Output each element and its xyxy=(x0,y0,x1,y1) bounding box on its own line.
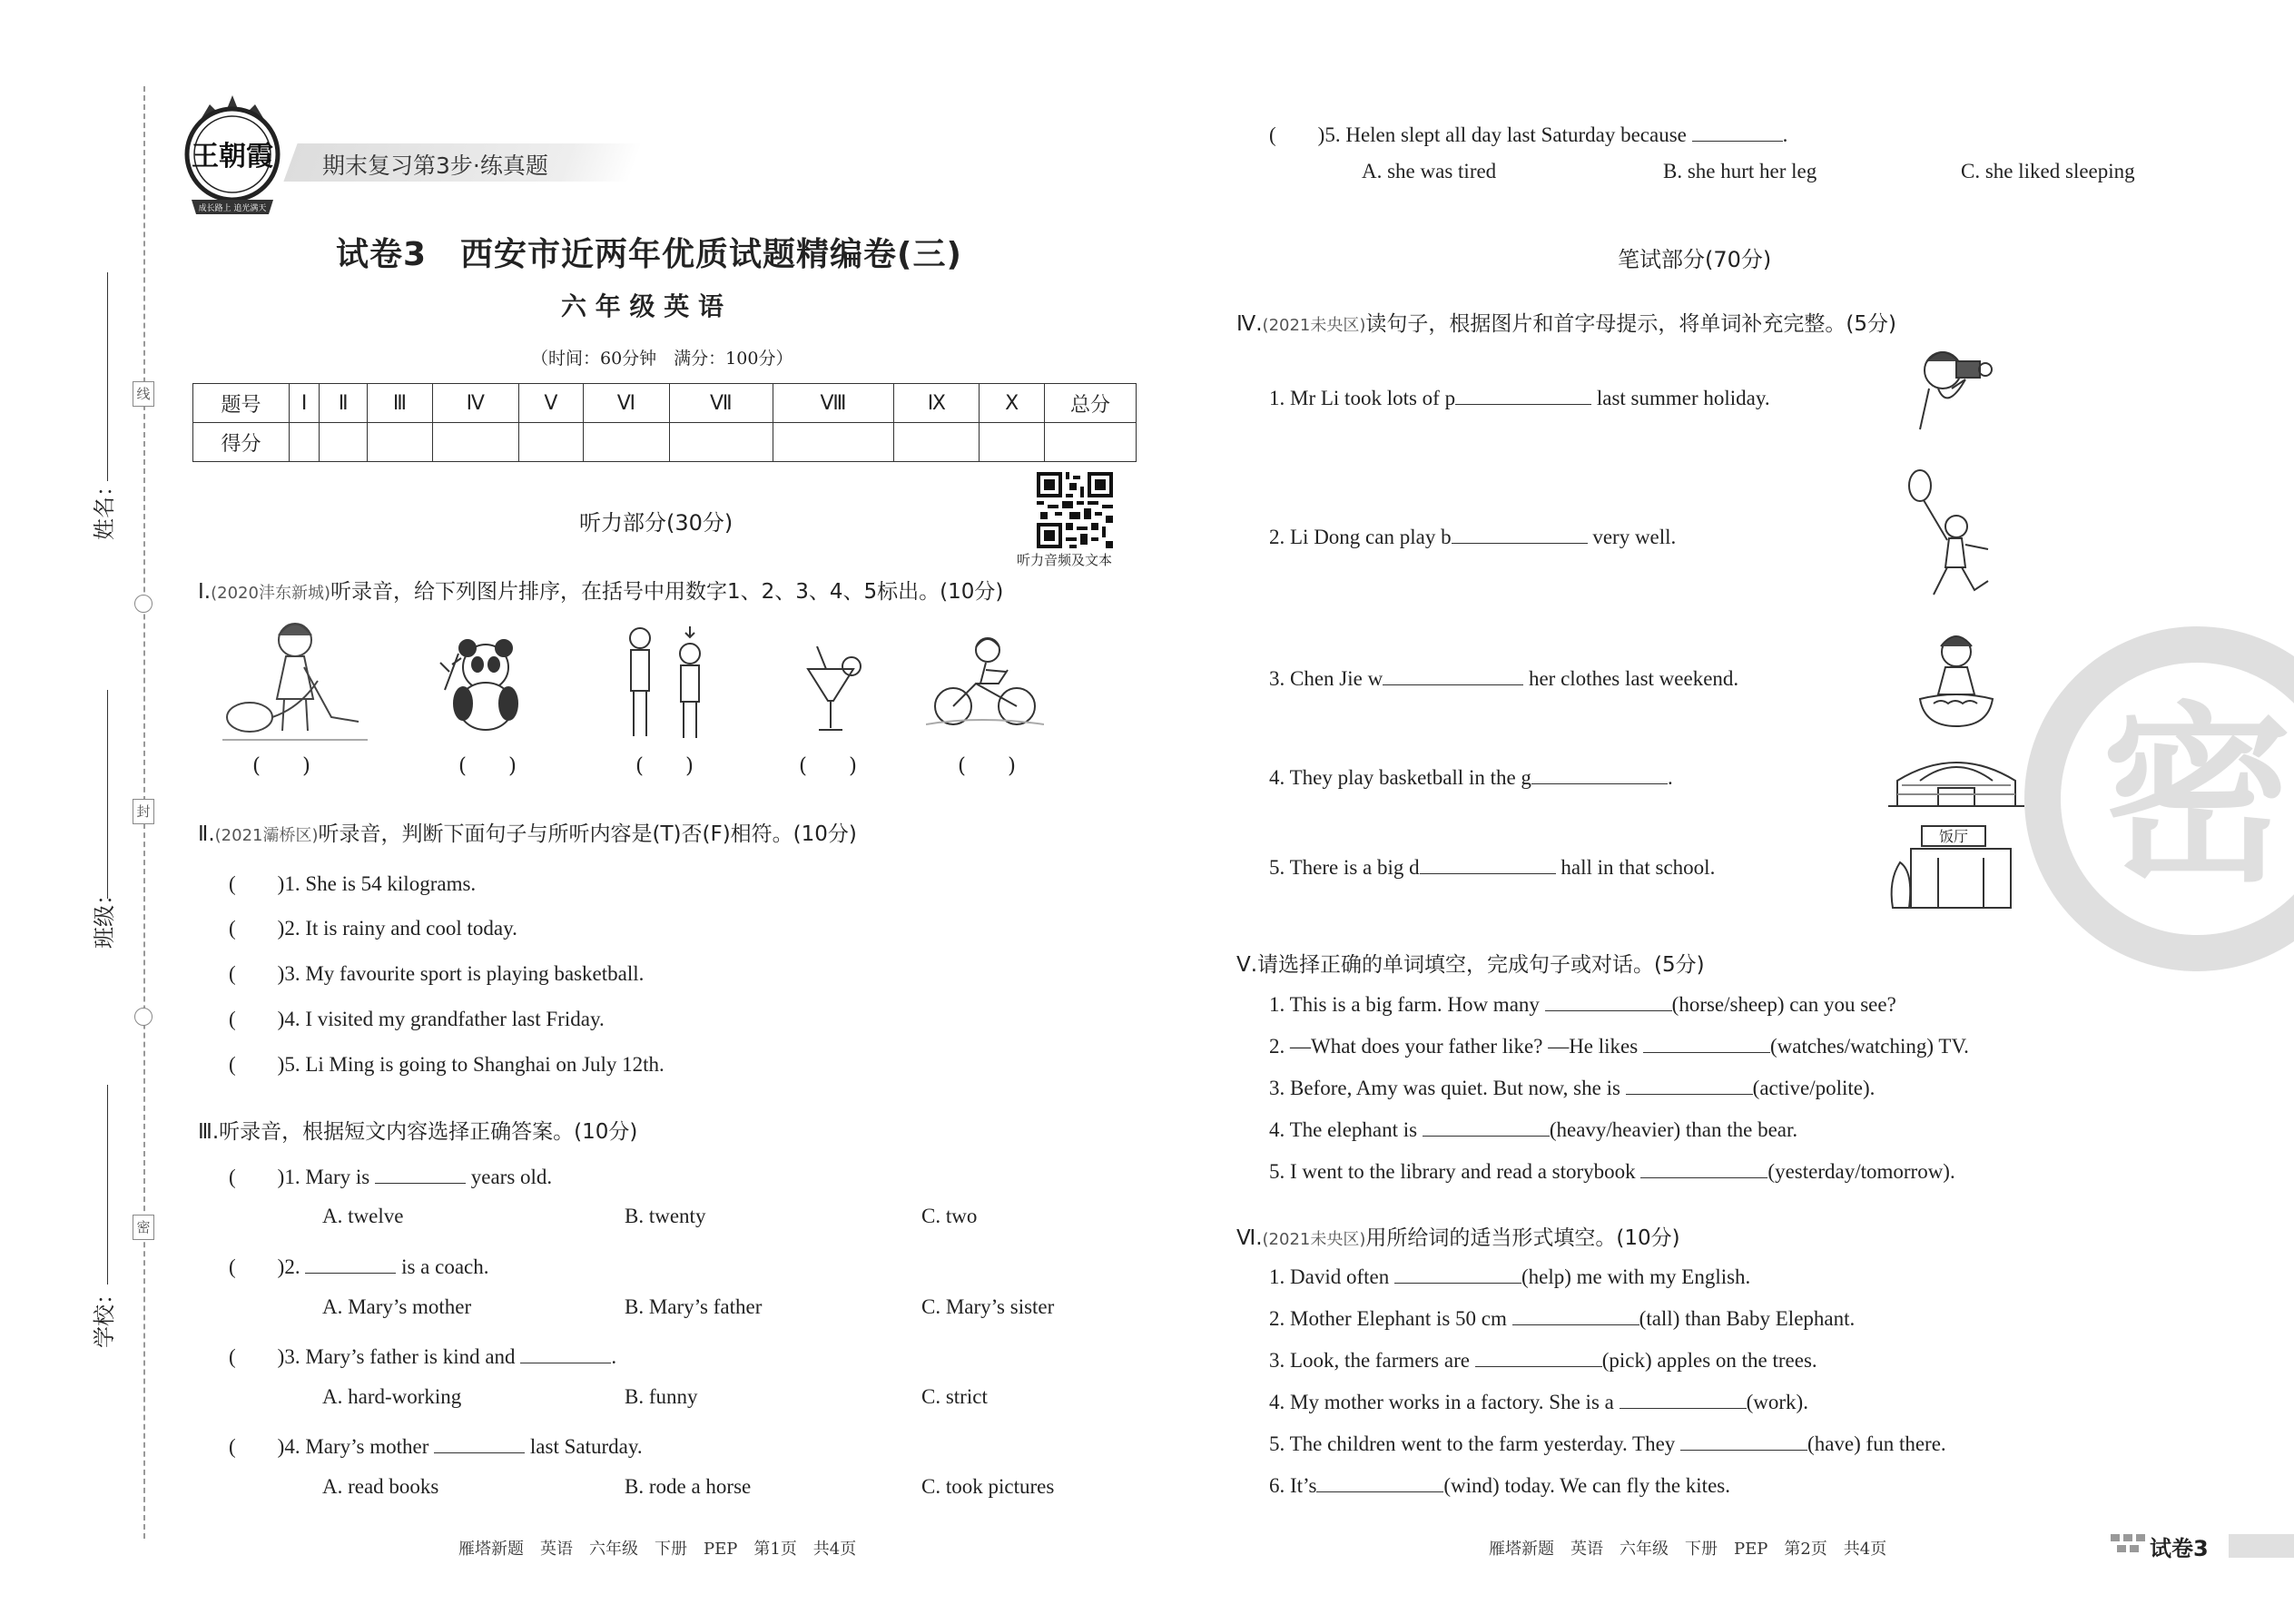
option-a: A. Mary’s mother xyxy=(322,1295,472,1318)
answer-blank[interactable] xyxy=(1394,1265,1521,1284)
list-item: 3. Before, Amy was quiet. But now, she is (active/polite). xyxy=(1269,1077,1876,1099)
list-item: ( )5. Li Ming is going to Shanghai on July 12th. xyxy=(229,1053,665,1076)
qr-caption: 听力音频及文本 xyxy=(1017,552,1113,568)
list-item: 1. Mr Li took lots of p last summer holiday. xyxy=(1269,387,1770,409)
answer-bracket[interactable]: ( ) xyxy=(229,1053,285,1076)
list-item: 2. —What does your father like? —He likes (watches/watching) TV. xyxy=(1269,1035,1969,1058)
table-cell: Ⅲ xyxy=(367,384,432,423)
answer-bracket[interactable]: ( ) xyxy=(229,1255,285,1278)
picture-panda xyxy=(436,635,536,739)
badge-bar xyxy=(2229,1534,2294,1558)
listening-heading: 听力部分(30分) xyxy=(579,510,733,536)
answer-bracket[interactable]: ( ) xyxy=(229,962,285,985)
brand-logo xyxy=(178,91,287,218)
section-instruction: 读句子，根据图片和首字母提示，将单词补充完整。(5分) xyxy=(1365,312,1896,336)
answer-bracket[interactable]: ( ) xyxy=(229,1008,285,1030)
score-input-cell[interactable] xyxy=(773,423,893,462)
option-b: B. funny xyxy=(625,1385,698,1408)
list-item: ( )3. Mary’s father is kind and . xyxy=(229,1345,617,1368)
answer-bracket[interactable]: ( ) xyxy=(229,872,285,895)
section-number: Ⅳ. xyxy=(1236,312,1263,336)
section-number: Ⅵ. xyxy=(1236,1226,1263,1250)
list-item: 4. They play basketball in the g . xyxy=(1269,766,1673,789)
table-cell: Ⅳ xyxy=(432,384,518,423)
table-cell: Ⅰ xyxy=(290,384,320,423)
option-b: B. rode a horse xyxy=(625,1475,752,1498)
answer-blank[interactable] xyxy=(1316,1473,1443,1492)
section-number: Ⅰ. xyxy=(198,580,212,604)
school-label: 学校： xyxy=(92,1283,117,1348)
list-item: 1. This is a big farm. How many (horse/sheep) can you see? xyxy=(1269,993,1896,1016)
table-cell: Ⅷ xyxy=(773,384,893,423)
list-item: 5. The children went to the farm yesterday. They (have) fun there. xyxy=(1269,1432,1946,1455)
watermark-char: 密 xyxy=(2101,685,2293,908)
qr-code-icon[interactable] xyxy=(1037,472,1113,548)
list-item: 1. David often (help) me with my English. xyxy=(1269,1265,1751,1288)
picture-boys-height xyxy=(617,625,717,746)
binding-mark-seal: 封 xyxy=(133,799,154,824)
answer-bracket[interactable]: ( ) xyxy=(229,1345,285,1368)
answer-bracket[interactable]: ( ) xyxy=(229,1435,285,1458)
option-c: C. Mary’s sister xyxy=(921,1295,1055,1318)
score-input-cell[interactable] xyxy=(584,423,670,462)
section-instruction: 用所给词的适当形式填空。(10分) xyxy=(1365,1226,1680,1250)
list-item: 2. Li Dong can play b very well. xyxy=(1269,526,1677,548)
page-title: 试卷3 西安市近两年优质试题精编卷(三) xyxy=(336,236,962,273)
brand-name: 王朝霞 xyxy=(192,141,273,172)
score-input-cell[interactable] xyxy=(367,423,432,462)
list-item: 3. Chen Jie w her clothes last weekend. xyxy=(1269,667,1739,690)
binding-hole xyxy=(134,1008,153,1026)
list-item: ( )2. It is rainy and cool today. xyxy=(229,917,517,940)
list-item: 6. It’s (wind) today. We can fly the kites. xyxy=(1269,1474,1730,1497)
section-instruction: 请选择正确的单词填空，完成句子或对话。(5分) xyxy=(1257,953,1705,977)
section-tag: (2021未央区) xyxy=(1262,316,1366,335)
list-item: ( )3. My favourite sport is playing basketball. xyxy=(229,962,645,985)
list-item: 5. There is a big d hall in that school. xyxy=(1269,856,1716,879)
time-info: （时间：60分钟 满分：100分） xyxy=(531,349,793,369)
footer-left: 雁塔新题 英语 六年级 下册 PEP 第1页 共4页 xyxy=(458,1540,857,1559)
answer-blank[interactable] xyxy=(1423,1117,1550,1137)
section-3-heading xyxy=(198,1115,637,1145)
picture-man-camera xyxy=(1902,343,2011,438)
answer-blank[interactable] xyxy=(305,1255,396,1274)
answer-bracket[interactable]: ( ) xyxy=(229,917,285,940)
section-tag: (2021灞桥区) xyxy=(214,826,319,845)
school-rule xyxy=(107,1085,108,1284)
option-a: A. twelve xyxy=(322,1205,404,1227)
picture-boy-cycling xyxy=(926,634,1044,737)
table-cell: Ⅱ xyxy=(320,384,368,423)
score-input-cell[interactable] xyxy=(894,423,980,462)
binding-mark-secret: 密 xyxy=(133,1215,154,1240)
option-a: A. read books xyxy=(322,1475,439,1498)
option-b: B. twenty xyxy=(625,1205,706,1227)
picture-drink xyxy=(799,646,871,741)
score-input-cell[interactable] xyxy=(290,423,320,462)
answer-blank[interactable] xyxy=(1680,1432,1807,1451)
section-number: Ⅲ. xyxy=(198,1120,220,1144)
answer-blank[interactable] xyxy=(1512,1306,1639,1325)
answer-bracket[interactable]: ( ) xyxy=(958,754,1016,778)
list-item: ( )1. Mary is years old. xyxy=(229,1166,553,1188)
writing-heading: 笔试部分(70分) xyxy=(1618,247,1772,272)
answer-blank[interactable] xyxy=(1531,765,1668,784)
binding-mark-line: 线 xyxy=(133,381,154,407)
table-cell: 得分 xyxy=(193,423,290,462)
canteen-sign: 饭厅 xyxy=(1938,828,1969,845)
brand-slogan: 成长路上 追光满天 xyxy=(198,204,267,213)
score-table-score-row xyxy=(193,423,1137,462)
section-instruction: 听录音，根据短文内容选择正确答案。(10分) xyxy=(219,1120,638,1144)
option-a: A. hard-working xyxy=(322,1385,462,1408)
section-number: Ⅱ. xyxy=(198,822,215,846)
option-c: C. she liked sleeping xyxy=(1961,160,2135,182)
answer-bracket[interactable]: ( ) xyxy=(635,754,694,778)
name-label: 姓名： xyxy=(92,475,117,540)
table-cell: Ⅵ xyxy=(584,384,670,423)
banner-text: 期末复习第3步·练真题 xyxy=(322,153,548,179)
table-cell: 题号 xyxy=(193,384,290,423)
secret-watermark-icon xyxy=(2024,626,2294,971)
answer-blank[interactable] xyxy=(1620,1390,1747,1409)
answer-blank[interactable] xyxy=(1643,1034,1770,1053)
score-table-header-row xyxy=(193,384,1137,423)
list-item: 2. Mother Elephant is 50 cm (tall) than Baby Elephant. xyxy=(1269,1307,1856,1330)
answer-blank[interactable] xyxy=(375,1165,466,1184)
list-item: ( )4. Mary’s mother last Saturday. xyxy=(229,1435,643,1458)
answer-bracket[interactable]: ( ) xyxy=(458,754,517,778)
section-instruction: 听录音，给下列图片排序，在括号中用数字1、2、3、4、5标出。(10分) xyxy=(330,580,1004,604)
section-1-heading xyxy=(198,575,1003,605)
score-input-cell[interactable] xyxy=(669,423,773,462)
section-number: Ⅴ. xyxy=(1236,953,1258,977)
section-tag: (2021未央区) xyxy=(1262,1230,1366,1249)
section-5-heading xyxy=(1236,948,1705,978)
binding-hole xyxy=(134,595,153,613)
answer-blank[interactable] xyxy=(1420,855,1556,874)
section-instruction: 听录音，判断下面句子与所听内容是(T)否(F)相符。(10分) xyxy=(318,822,857,846)
section-4-heading xyxy=(1236,307,1896,337)
picture-canteen xyxy=(1884,822,2020,916)
option-c: C. two xyxy=(921,1205,978,1227)
badge-pattern-icon xyxy=(2111,1532,2147,1560)
answer-blank[interactable] xyxy=(1545,992,1672,1011)
table-cell: Ⅶ xyxy=(669,384,773,423)
score-input-cell[interactable] xyxy=(980,423,1045,462)
score-input-cell[interactable] xyxy=(518,423,583,462)
list-item: 5. I went to the library and read a storybook (yesterday/tomorrow). xyxy=(1269,1160,1955,1183)
paper-badge: 试卷3 xyxy=(2150,1536,2209,1561)
list-item: 4. The elephant is (heavy/heavier) than the bear. xyxy=(1269,1118,1798,1141)
table-cell: Ⅴ xyxy=(518,384,583,423)
page-subtitle: 六 年 级 英 语 xyxy=(561,291,724,321)
picture-gym xyxy=(1884,744,2029,816)
option-b: B. she hurt her leg xyxy=(1663,160,1817,182)
option-a: A. she was tired xyxy=(1362,160,1497,182)
section-tag: (2020沣东新城) xyxy=(211,584,330,603)
picture-boy-badminton xyxy=(1902,468,2002,612)
score-input-cell[interactable] xyxy=(320,423,368,462)
answer-bracket[interactable]: ( ) xyxy=(799,754,857,778)
answer-blank[interactable] xyxy=(1475,1348,1602,1367)
list-item: 3. Look, the farmers are (pick) apples on the trees. xyxy=(1269,1349,1817,1372)
answer-blank[interactable] xyxy=(1455,386,1591,405)
list-item: ( )2. is a coach. xyxy=(229,1255,489,1278)
table-cell: Ⅹ xyxy=(980,384,1045,423)
score-input-cell[interactable] xyxy=(1045,423,1137,462)
answer-blank[interactable] xyxy=(1452,525,1588,544)
class-label: 班级： xyxy=(92,883,117,949)
answer-bracket[interactable]: ( ) xyxy=(1269,123,1325,146)
answer-blank[interactable] xyxy=(1692,123,1783,142)
list-item: 4. My mother works in a factory. She is a (work). xyxy=(1269,1391,1808,1413)
answer-bracket[interactable]: ( ) xyxy=(252,754,310,778)
option-c: C. took pictures xyxy=(921,1475,1055,1498)
list-item: ( )1. She is 54 kilograms. xyxy=(229,872,477,895)
table-cell: 总分 xyxy=(1045,384,1137,423)
answer-blank[interactable] xyxy=(434,1434,525,1453)
answer-blank[interactable] xyxy=(1626,1076,1753,1095)
option-c: C. strict xyxy=(921,1385,988,1408)
answer-bracket[interactable]: ( ) xyxy=(229,1166,285,1188)
score-input-cell[interactable] xyxy=(432,423,518,462)
picture-girl-washing xyxy=(1911,626,2002,734)
answer-blank[interactable] xyxy=(520,1344,611,1363)
score-table xyxy=(192,383,1137,462)
name-rule xyxy=(107,272,108,481)
list-item: ( )5. Helen slept all day last Saturday because . xyxy=(1269,123,1788,146)
list-item: ( )4. I visited my grandfather last Friday. xyxy=(229,1008,605,1030)
section-6-heading xyxy=(1236,1221,1680,1251)
picture-girl-vacuuming xyxy=(222,617,368,753)
answer-blank[interactable] xyxy=(1383,666,1523,685)
table-cell: Ⅸ xyxy=(894,384,980,423)
section-2-heading xyxy=(198,817,857,847)
footer-right: 雁塔新题 英语 六年级 下册 PEP 第2页 共4页 xyxy=(1489,1540,1887,1559)
option-b: B. Mary’s father xyxy=(625,1295,763,1318)
class-rule xyxy=(107,690,108,899)
answer-blank[interactable] xyxy=(1640,1159,1767,1178)
